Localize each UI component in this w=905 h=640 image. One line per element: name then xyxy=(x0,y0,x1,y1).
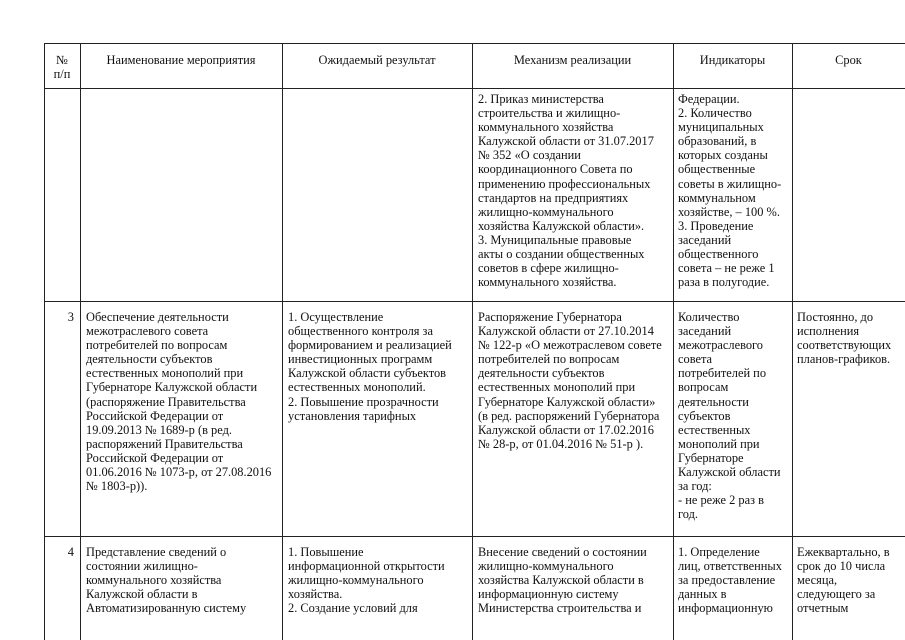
row-3-activity: Обеспечение деятельности межотраслевого совета потребителей по вопросам деятельности субъектов естественных монополий при Губернаторе Калужской области (распоряжение Правительства Российской Федерации от 19.09.2013 № 1689-р (в ред. распоряжений Правительства Российской Федерации от 01.06.2016 № 1073-р, от 27.08.2016 № 1803-р)). xyxy=(86,310,272,494)
header-result: Ожидаемый результат xyxy=(318,53,436,67)
table-line xyxy=(282,43,283,640)
header-number: № п/п xyxy=(53,53,71,81)
header-deadline: Срок xyxy=(835,53,862,67)
row-3-result: 1. Осуществление общественного контроля за формированием и реализацией инвестиционных программ Калужской области субъектов естественных монополий. 2. Повышение прозрачности установления тарифных xyxy=(288,310,452,423)
row-3-number: 3 xyxy=(67,310,74,324)
row-4-mechanism: Внесение сведений о состоянии жилищно-коммунального хозяйства Калужской области в информационную систему Министерства строительства и xyxy=(478,545,647,616)
row-cont-mechanism: 2. Приказ министерства строительства и жилищно- коммунального хозяйства Калужской области от 31.07.2017 № 352 «О создании координационного Совета по применению профессиональных стандартов на предприятиях жилищно-коммунального хозяйства Калужской области». 3. Муниципальные правовые акты о создании общественных советов в сфере жилищно- коммунального хозяйства. xyxy=(478,92,654,290)
row-4-deadline: Ежеквартально, в срок до 10 числа месяца, следующего за отчетным xyxy=(797,545,890,616)
header-activity: Наименование мероприятия xyxy=(106,53,256,67)
table-line xyxy=(44,43,905,44)
table-line xyxy=(44,88,905,89)
header-mechanism: Механизм реализации xyxy=(513,53,632,67)
row-cont-indicators: Федерации. 2. Количество муниципальных образований, в которых созданы общественные советы в жилищно- коммунальном хозяйстве, – 100 %. 3. Проведение заседаний общественного совета – не реже 1 раза в полугодие. xyxy=(678,92,782,290)
header-indicators: Индикаторы xyxy=(699,53,766,67)
table-line xyxy=(673,43,674,640)
row-3-deadline: Постоянно, до исполнения соответствующих планов-графиков. xyxy=(797,310,892,367)
table-line xyxy=(792,43,793,640)
row-4-indicators: 1. Определение лиц, ответственных за предоставление данных в информационную xyxy=(678,545,782,616)
row-4-number: 4 xyxy=(67,545,74,559)
table-line xyxy=(80,43,81,640)
row-4-result: 1. Повышение информационной открытости жилищно-коммунального хозяйства. 2. Создание условий для xyxy=(288,545,445,616)
row-4-activity: Представление сведений о состоянии жилищно- коммунального хозяйства Калужской области в Автоматизированную систему xyxy=(86,545,247,616)
row-3-indicators: Количество заседаний межотраслевого совета потребителей по вопросам деятельности субъектов естественных монополий при Губернаторе Калужской области за год: - не реже 2 раз в год. xyxy=(678,310,781,522)
table-line xyxy=(44,301,905,302)
table-line xyxy=(44,536,905,537)
row-3-mechanism: Распоряжение Губернатора Калужской области от 27.10.2014 № 122-р «О межотраслевом совете потребителей по вопросам деятельности субъектов естественных монополий при Губернаторе Калужской области» (в ред. распоряжений Губернатора Калужской области от 17.02.2016 № 28-р, от 01.04.2016 № 51-р ). xyxy=(478,310,662,451)
table-line xyxy=(472,43,473,640)
